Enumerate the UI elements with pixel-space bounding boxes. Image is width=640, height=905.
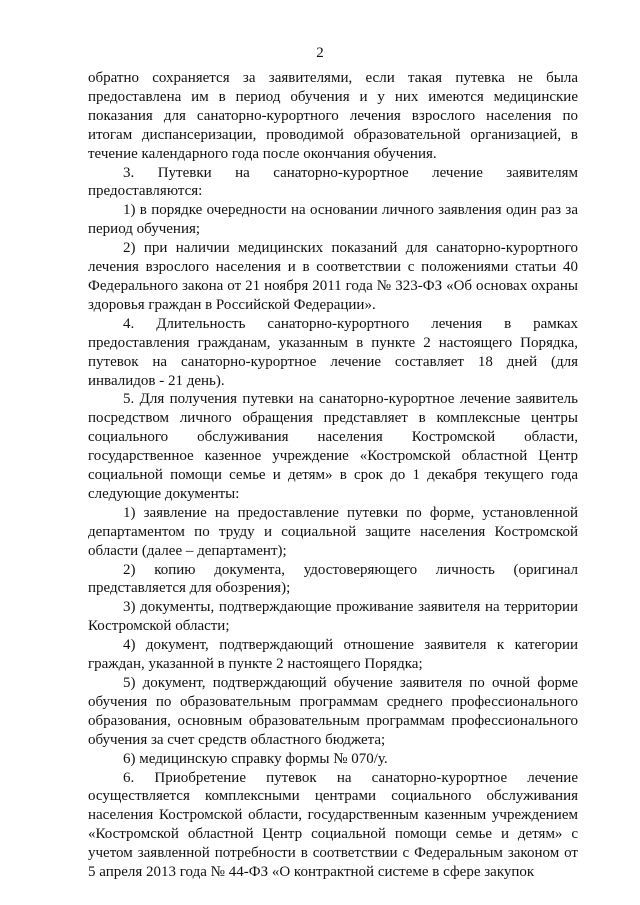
paragraph-item-5: 5. Для получения путевки на санаторно-курортное лечение заявитель посредством личного обращения представляет в комплексные центры социального обслуживания населения Костромской области, государственное казенное учреждение «Костромской областной Центр социальной помощи семье и детям» в срок до 1 декабря текущего года следующие документы: [88,391,578,502]
paragraph-subitem-5-2: 2) копию документа, удостоверяющего личность (оригинал представляется для обозрения); [88,561,578,597]
paragraph-continuation: обратно сохраняется за заявителями, если такая путевка не была предоставлена им в период обучения и у них имеются медицинские показания для санаторно-курортного лечения взрослого населения по итогам диспансеризации, проводимой образовательной организацией, в течение календарного года после окончания обучения. [88,70,578,162]
paragraph-item-4: 4. Длительность санаторно-курортного лечения в рамках предоставления гражданам, указанным в пункте 2 настоящего Порядка, путевок на санаторно-курортное лечение составляет 18 дней (для инвалидов - 21 день). [88,315,578,389]
paragraph-subitem-5-4: 4) документ, подтверждающий отношение заявителя к категории граждан, указанной в пункте 2 настоящего Порядка; [88,637,578,673]
paragraph-subitem-5-1: 1) заявление на предоставление путевки по форме, установленной департаментом по труду и социальной защите населения Костромской области (далее – департамент); [88,504,578,559]
paragraph-subitem-3-1: 1) в порядке очередности на основании личного заявления один раз за период обучения; [88,202,578,238]
document-body [88,69,578,882]
paragraph-item-3: 3. Путевки на санаторно-курортное лечение заявителям предоставляются: [88,164,578,200]
page-number: 2 [316,45,324,61]
paragraph-subitem-3-2: 2) при наличии медицинских показаний для санаторно-курортного лечения взрослого населения и в соответствии с положениями статьи 40 Федерального закона от 21 ноября 2011 года № 323-ФЗ «Об основах охраны здоровья граждан в Российской Федерации». [88,240,578,313]
paragraph-subitem-5-5: 5) документ, подтверждающий обучение заявителя по очной форме обучения по образовательным программам среднего профессионального образования, основным образовательным программам профессионального обучения за счет средств областного бюджета; [88,675,578,748]
paragraph-item-6: 6. Приобретение путевок на санаторно-курортное лечение осуществляется комплексными центрами социального обслуживания населения Костромской области, государственным казенным учреждением «Костромской областной Центр социальной помощи семье и детям» с учетом заявленной потребности в соответствии с Федеральным законом от 5 апреля 2013 года № 44-ФЗ «О контрактной системе в сфере закупок [88,769,578,881]
paragraph-subitem-5-3: 3) документы, подтверждающие проживание заявителя на территории Костромской области; [88,599,578,635]
paragraph-subitem-5-6: 6) медицинскую справку формы № 070/у. [123,750,388,767]
